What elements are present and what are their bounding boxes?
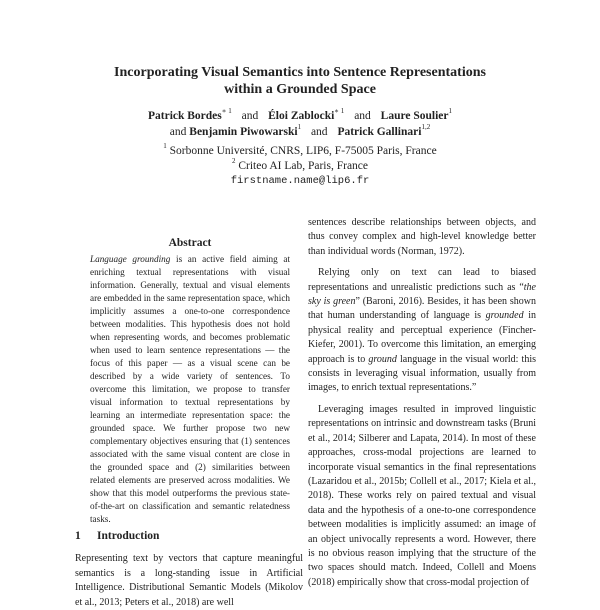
paragraph: Representing text by vectors that capture meaningful semantics is a long-standing issue in Artificial Intelligence. Distributional Semantic Models (Mikolov et al., 2013; Peters et al., 2018) are well <box>75 553 303 608</box>
text-run: Relying only on text can lead to biased representations and unrealistic predictions such as “ <box>308 267 536 293</box>
affil-text: Sorbonne Université, CNRS, LIP6, F-75005 Paris, France <box>169 145 437 157</box>
author-line-2 <box>0 124 600 140</box>
affiliation <box>0 144 600 159</box>
section-heading-introduction <box>75 530 305 542</box>
section-title: Introduction <box>97 530 160 542</box>
author-name: Patrick Gallinari <box>337 126 422 138</box>
and-word: and <box>354 110 371 122</box>
text-run: ” (Baroni, 2016). Besides, it has been shown that human understanding of language is <box>308 296 536 322</box>
paragraph: Leveraging images resulted in improved linguistic representations on intrinsic and downstream tasks (Bruni et al., 2014; Silberer and Lapata, 2014). In most of these approaches, cross-modal projections are learned to incorporate visual semantics in the final representations (Lazaridou et al., 2015b; Collell et al., 2017; Kiela et al., 2018). These works rely on paired textual and visual data and the hypothesis of a one-to-one correspondence between modalities is implicitly assumed: an image of an object univocally represents a word. However, there is no obvious reason implying that the structure of the two spaces should match. Indeed, Collell and Moens (2018) empirically show that cross-modal projection of <box>308 403 536 588</box>
right-column <box>308 216 536 597</box>
author-name: Patrick Bordes <box>147 110 222 122</box>
section-number: 1 <box>75 530 81 542</box>
affiliation <box>0 159 600 174</box>
affil-mark: 1 <box>163 142 167 151</box>
text-run: in physical reality and perceptual experience (Fincher-Kiefer, 2001). To overcome this limitation, an emerging approach is to <box>308 310 537 365</box>
text-run: language in the visual world: this consists in leveraging visual information, usually from images, to enrich textual representations.” <box>308 353 536 394</box>
and-word: and <box>310 126 328 138</box>
author-name: Benjamin Piwowarski <box>189 126 298 138</box>
author-affil-mark: 1,2 <box>421 123 431 132</box>
author-list <box>0 108 600 140</box>
abstract-heading: Abstract <box>168 237 212 249</box>
title-line-1: Incorporating Visual Semantics into Sentence Representations <box>114 65 486 80</box>
author-affil-mark: 1 <box>297 123 302 132</box>
and-word: and <box>169 126 187 138</box>
italic-run: the sky is green <box>308 281 536 308</box>
author-email: firstname.name@lip6.fr <box>230 175 370 187</box>
author-name: Laure Soulier <box>380 110 449 122</box>
italic-run: grounded <box>485 310 524 322</box>
abstract-body <box>90 253 290 526</box>
author-line-1 <box>0 108 600 124</box>
and-word: and <box>241 110 259 122</box>
author-affil-mark: ∗ 1 <box>334 107 345 116</box>
affil-mark: 2 <box>231 157 236 166</box>
author-name: Éloi Zablocki <box>268 110 335 122</box>
affil-text: Criteo AI Lab, Paris, France <box>238 160 369 172</box>
abstract-text: is an active field aiming at enriching textual representations with visual information. Generally, textual and visual elements are embedded in the same representation space, which implicitly assumes a one-to-one correspondence between modalities. This hypothesis does not hold when representing words, and becomes problematic when used to learn sentence representations — the focus of this paper — as a visual scene can be described by a wide variety of sentences. To overcome this limitation, we propose to transfer visual information to textual representations by learning an intermediate representation space: the grounded space. We further propose two new complementary objectives ensuring that (1) sentences associated with the same visual content are close in the grounded space and (2) similarities between related elements are preserved across modalities. We show that this model outperforms the previous state-of-the-art on classification and semantic relatedness tasks. <box>90 254 291 524</box>
author-affil-mark: ∗ 1 <box>221 107 232 116</box>
introduction-body <box>75 552 303 610</box>
author-affil-mark: 1 <box>448 107 453 116</box>
paper-title <box>0 64 600 98</box>
title-line-2: within a Grounded Space <box>224 82 376 97</box>
italic-run: ground <box>368 353 397 365</box>
affiliations <box>0 144 600 174</box>
abstract-lead: Language grounding <box>90 254 171 264</box>
paragraph <box>308 266 536 396</box>
paragraph: sentences describe relationships between objects, and thus convey complex and high-level knowledge better than individual words (Norman, 1972). <box>308 217 536 257</box>
